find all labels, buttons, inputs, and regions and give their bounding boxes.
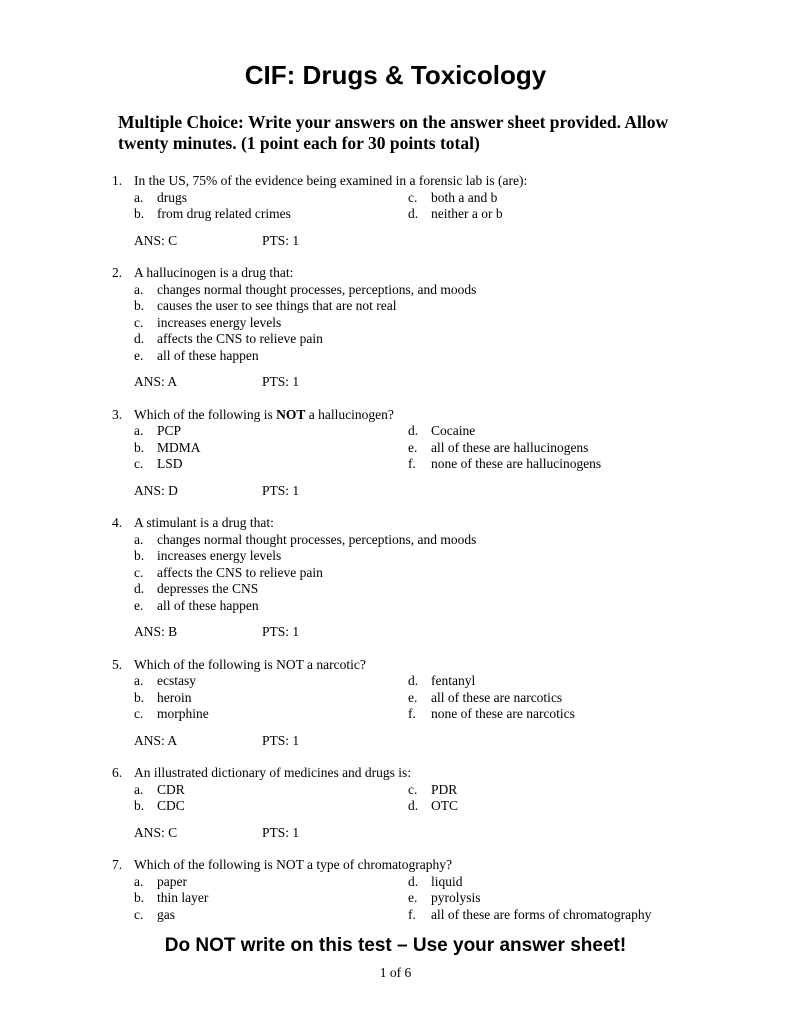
option-letter: c. — [134, 706, 144, 721]
answer-key: ANS: D — [134, 482, 178, 498]
question-3 — [0, 407, 791, 500]
option-text: MDMA — [157, 439, 201, 455]
option-text: from drug related crimes — [157, 206, 291, 221]
question-stem — [0, 657, 791, 674]
question-number: 7. — [112, 857, 123, 872]
option-text: changes normal thought processes, perceptions, and moods — [157, 281, 477, 297]
option-row — [0, 548, 791, 565]
option-row — [0, 315, 791, 332]
option-row — [0, 890, 791, 907]
option-letter: a. — [134, 189, 144, 205]
option-text: neither a or b — [431, 206, 503, 221]
option-row — [0, 348, 791, 365]
points-value: PTS: 1 — [262, 374, 300, 389]
option-text: heroin — [157, 689, 192, 705]
option-text: gas — [157, 906, 175, 922]
option-text: thin layer — [157, 890, 209, 905]
option-letter: f. — [408, 906, 416, 922]
question-number: 6. — [112, 765, 123, 780]
option-text: all of these are narcotics — [431, 689, 563, 705]
option-text: CDR — [157, 781, 185, 797]
option-row — [0, 673, 791, 690]
option-letter: d. — [408, 673, 419, 688]
option-letter: d. — [408, 873, 419, 889]
option-text: PDR — [431, 781, 458, 797]
question-stem — [0, 515, 791, 532]
option-letter: a. — [134, 531, 144, 547]
question-4 — [0, 515, 791, 641]
option-letter: d. — [408, 206, 419, 221]
points-value: PTS: 1 — [262, 482, 300, 498]
question-text — [134, 515, 274, 532]
option-row — [0, 907, 791, 924]
option-letter: c. — [134, 314, 144, 330]
option-text: causes the user to see things that are not real — [157, 298, 397, 313]
option-row — [0, 706, 791, 723]
option-text: changes normal thought processes, perceptions, and moods — [157, 531, 477, 547]
document-title: CIF: Drugs & Toxicology — [244, 60, 547, 90]
option-letter: b. — [134, 298, 145, 313]
option-letter: e. — [408, 890, 418, 905]
option-row — [0, 874, 791, 891]
option-text: CDC — [157, 798, 185, 813]
option-letter: c. — [134, 564, 144, 580]
question-number: 4. — [112, 515, 123, 530]
question-text-start: Which of the following is NOT a type of chromatography? — [134, 857, 453, 872]
option-row — [0, 598, 791, 615]
option-letter: b. — [134, 798, 145, 813]
option-row — [0, 565, 791, 582]
points-value: PTS: 1 — [262, 732, 300, 748]
option-letter: c. — [134, 906, 144, 922]
option-text: OTC — [431, 798, 458, 813]
question-text — [134, 765, 411, 782]
option-letter: f. — [408, 456, 416, 471]
footer-warning: Do NOT write on this test – Use your answer sheet! — [164, 935, 627, 956]
answer-key-row — [0, 825, 791, 842]
option-row — [0, 581, 791, 598]
instructions: Multiple Choice: Write your answers on the answer sheet provided. Allow twenty minutes. (1 point each for 30 points total) — [118, 112, 669, 153]
answer-key-row — [0, 233, 791, 250]
option-letter: a. — [134, 281, 144, 297]
question-stem — [0, 857, 791, 874]
option-letter: a. — [134, 673, 144, 688]
option-row — [0, 690, 791, 707]
option-text: ecstasy — [157, 673, 196, 688]
question-list — [0, 173, 791, 939]
points-value: PTS: 1 — [262, 232, 300, 248]
option-letter: a. — [134, 781, 144, 797]
option-text: increases energy levels — [157, 314, 282, 330]
option-letter: e. — [134, 347, 144, 363]
option-text: affects the CNS to relieve pain — [157, 564, 323, 580]
option-text: none of these are narcotics — [431, 706, 575, 721]
question-text-start: Which of the following is — [134, 406, 277, 422]
option-text: all of these are hallucinogens — [431, 439, 589, 455]
option-letter: e. — [134, 597, 144, 613]
option-letter: d. — [408, 423, 419, 438]
option-row — [0, 282, 791, 299]
option-row — [0, 532, 791, 549]
option-letter: d. — [408, 798, 419, 813]
option-row — [0, 782, 791, 799]
question-stem — [0, 173, 791, 190]
answer-key-row — [0, 624, 791, 641]
option-letter: b. — [134, 548, 145, 563]
option-letter: c. — [134, 456, 144, 471]
option-letter: c. — [408, 781, 418, 797]
option-letter: d. — [134, 581, 145, 596]
option-text: Cocaine — [431, 423, 476, 438]
option-row — [0, 423, 791, 440]
option-text: affects the CNS to relieve pain — [157, 331, 323, 346]
option-letter: e. — [408, 439, 418, 455]
question-text-start: In the US, 75% of the evidence being examined in a forensic lab is (are): — [134, 173, 528, 188]
answer-key-row — [0, 483, 791, 500]
points-value: PTS: 1 — [262, 624, 300, 639]
answer-key-row — [0, 374, 791, 391]
option-letter: b. — [134, 206, 145, 221]
question-text — [134, 173, 527, 190]
option-text: all of these happen — [157, 347, 259, 363]
question-number: 3. — [112, 406, 123, 422]
question-number: 1. — [112, 173, 123, 188]
option-text: liquid — [431, 873, 463, 889]
question-text — [134, 857, 452, 874]
option-letter: b. — [134, 689, 145, 705]
option-text: all of these happen — [157, 597, 259, 613]
answer-key: ANS: C — [134, 232, 178, 248]
option-text: depresses the CNS — [157, 581, 259, 596]
question-text-start: Which of the following is NOT a narcotic? — [134, 656, 366, 672]
question-text — [134, 407, 394, 424]
question-2 — [0, 265, 791, 391]
answer-key: ANS: A — [134, 374, 178, 389]
answer-key-row — [0, 733, 791, 750]
question-1 — [0, 173, 791, 249]
option-text: both a and b — [431, 189, 498, 205]
question-stem — [0, 765, 791, 782]
question-text-end: a hallucinogen? — [305, 406, 394, 422]
question-6 — [0, 765, 791, 841]
question-number: 2. — [112, 265, 123, 280]
question-stem — [0, 265, 791, 282]
question-number: 5. — [112, 656, 123, 672]
question-5 — [0, 657, 791, 750]
option-letter: a. — [134, 423, 144, 438]
option-text: all of these are forms of chromatography — [431, 906, 652, 922]
option-letter: b. — [134, 439, 145, 455]
option-text: fentanyl — [431, 673, 476, 688]
points-value: PTS: 1 — [262, 824, 300, 840]
option-letter: c. — [408, 189, 418, 205]
option-letter: a. — [134, 873, 144, 889]
option-text: paper — [157, 873, 187, 889]
option-text: LSD — [157, 456, 183, 471]
option-text: PCP — [157, 423, 182, 438]
answer-key: ANS: B — [134, 624, 178, 639]
option-row — [0, 456, 791, 473]
option-text: none of these are hallucinogens — [431, 456, 602, 471]
option-row — [0, 440, 791, 457]
question-text-start: An illustrated dictionary of medicines and drugs is: — [134, 765, 412, 780]
answer-key: ANS: C — [134, 824, 178, 840]
page-number: 1 of 6 — [379, 965, 412, 980]
option-letter: b. — [134, 890, 145, 905]
question-text-start: A hallucinogen is a drug that: — [134, 265, 294, 280]
option-row — [0, 798, 791, 815]
option-row — [0, 298, 791, 315]
question-text-start: A stimulant is a drug that: — [134, 515, 274, 530]
option-row — [0, 331, 791, 348]
question-stem — [0, 407, 791, 424]
option-letter: f. — [408, 706, 416, 721]
option-text: increases energy levels — [157, 548, 282, 563]
question-emphasis: NOT — [276, 406, 306, 422]
option-row — [0, 190, 791, 207]
option-text: pyrolysis — [431, 890, 481, 905]
option-text: morphine — [157, 706, 209, 721]
question-text — [134, 657, 366, 674]
answer-key: ANS: A — [134, 732, 178, 748]
option-letter: d. — [134, 331, 145, 346]
option-row — [0, 206, 791, 223]
question-text — [134, 265, 293, 282]
option-text: drugs — [157, 189, 187, 205]
option-letter: e. — [408, 689, 418, 705]
question-7 — [0, 857, 791, 923]
